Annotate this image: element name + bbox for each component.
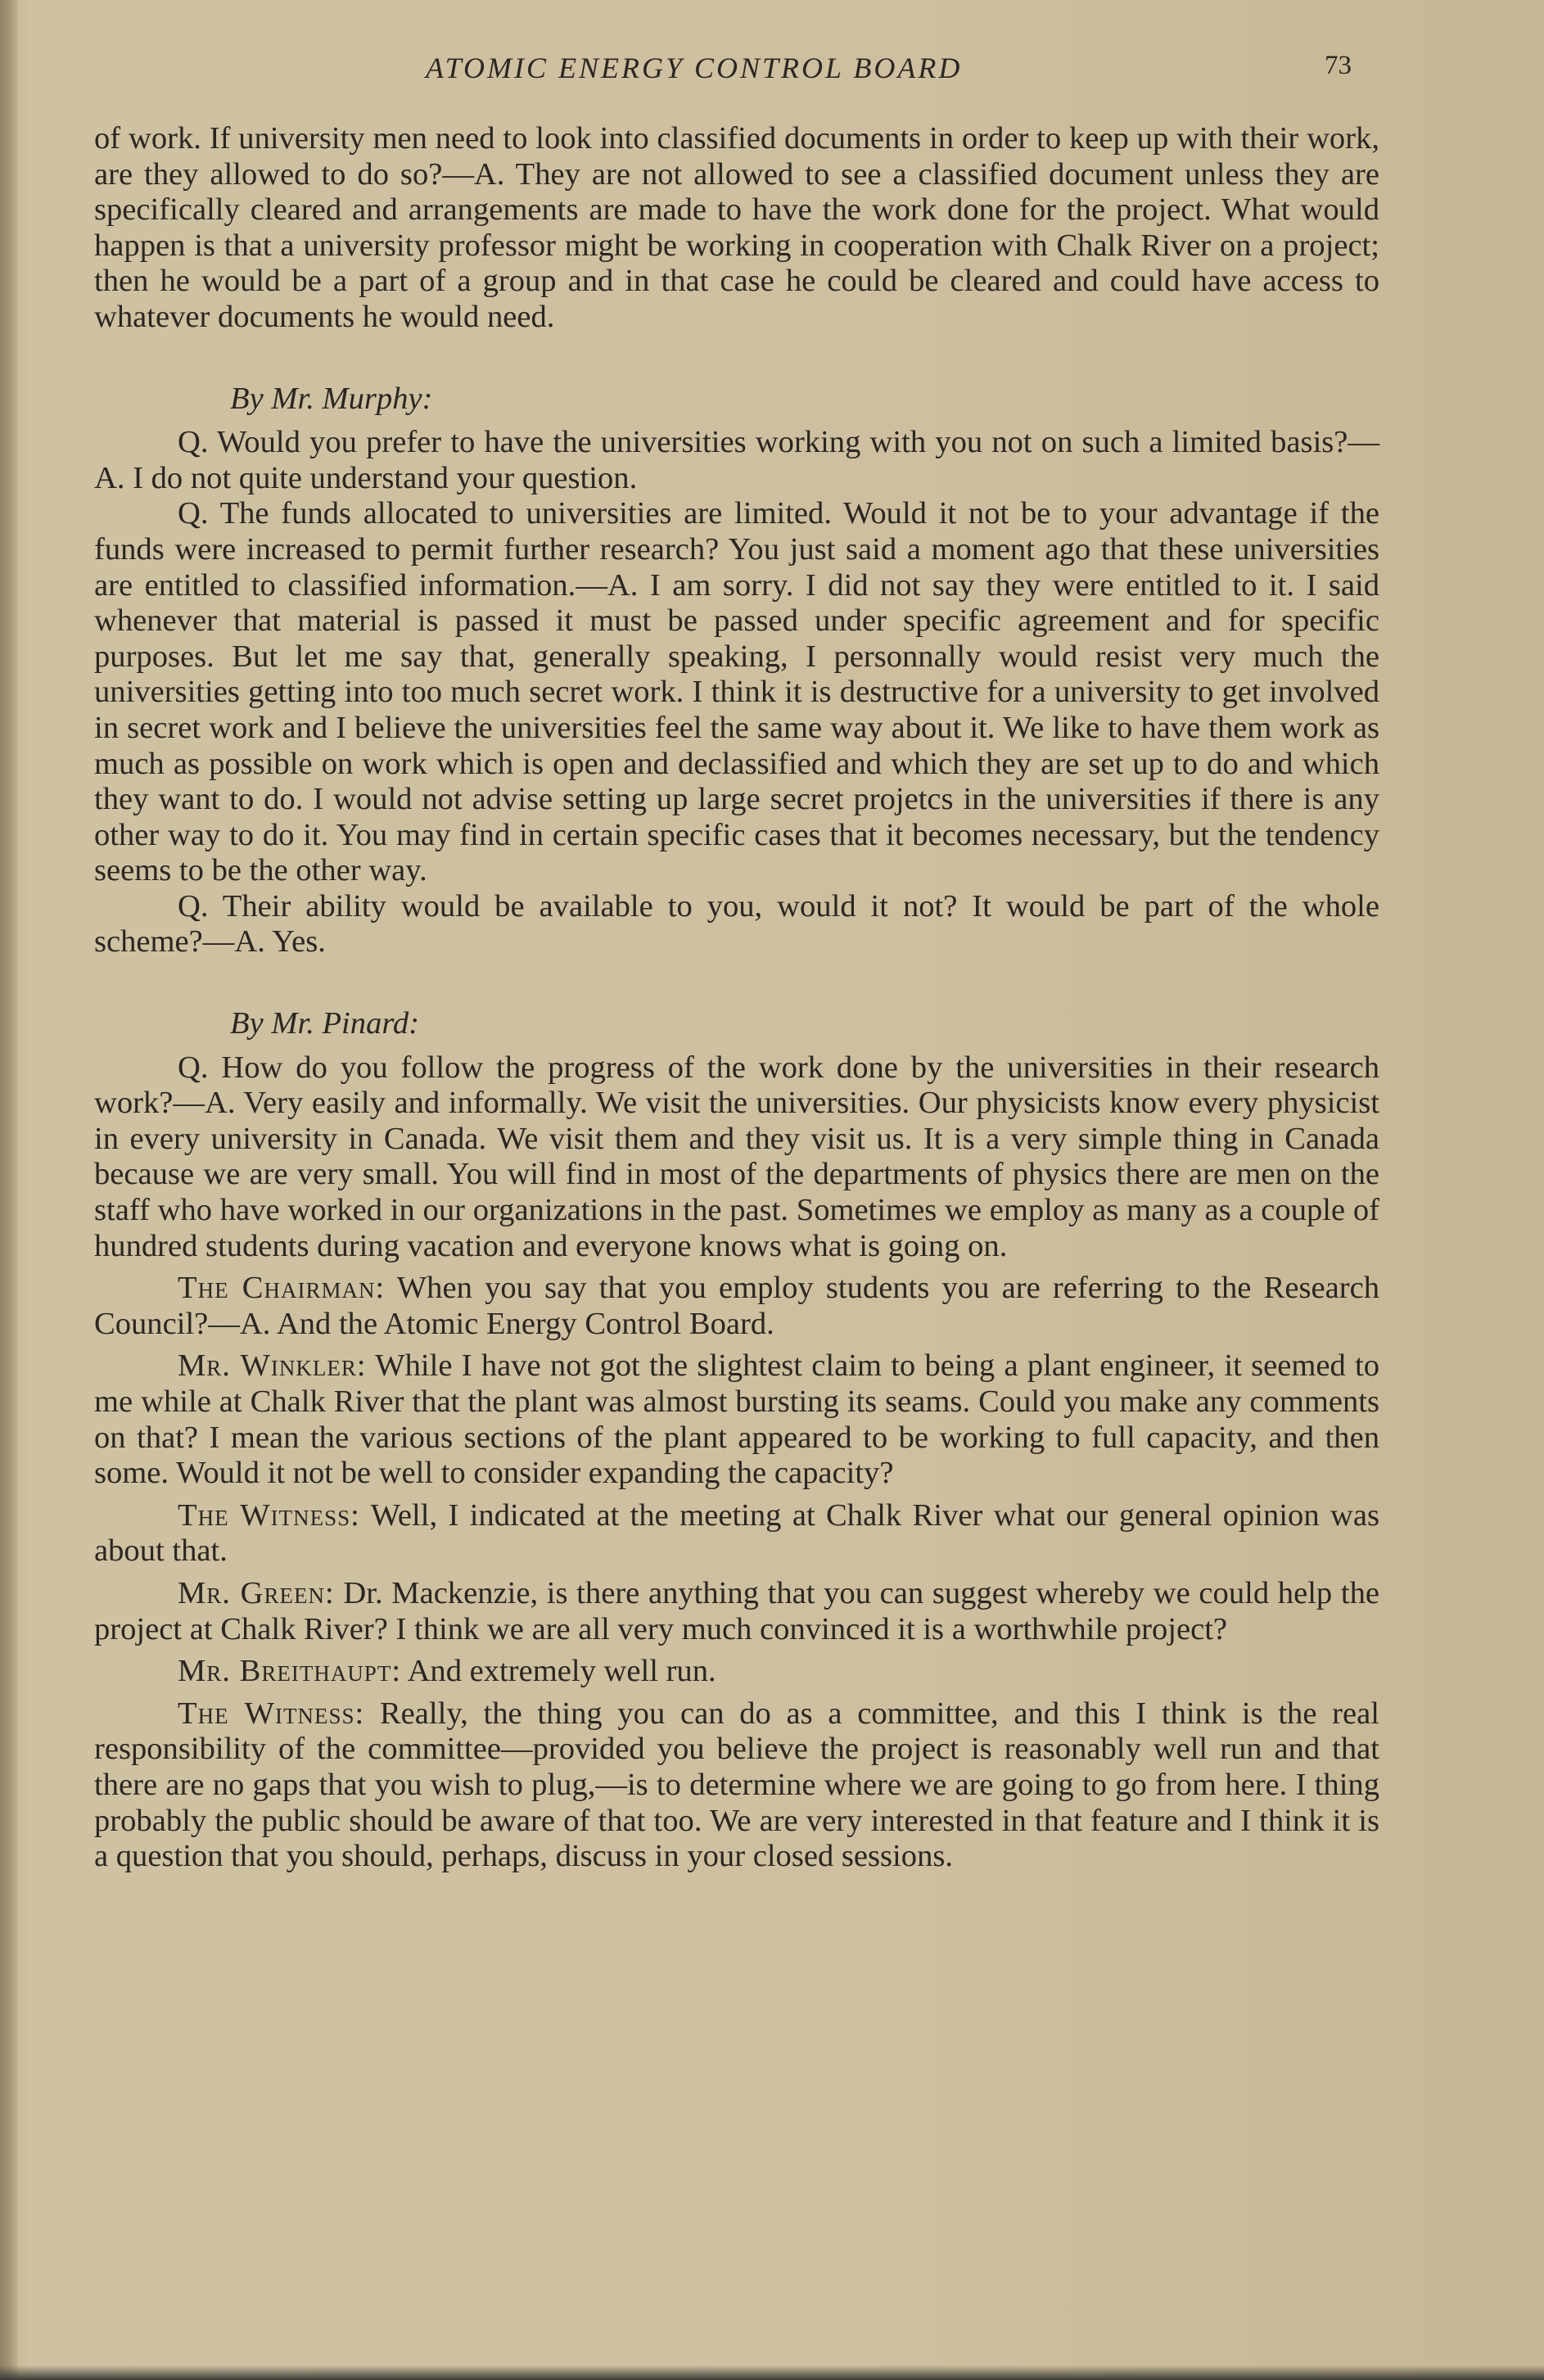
paragraph-continued: of work. If university men need to look into classified documents in order to keep up with their work, are they allowed to do so?—A. They are not allowed to see a classified document unless they are specifically cleared and arrangements are made to have the work done for the project. What would happen is that a university professor might be working in cooperation with Chalk River on a project; then he would be a part of a group and in that case he could be cleared and could have access to whatever documents he would need.	[94, 121, 1379, 334]
speech-breithaupt	[94, 1654, 1379, 1690]
speech-text: When you say that you employ students you are referring to the Research Council?—A. And the Atomic Energy Control Board.	[94, 1271, 1380, 1341]
speech-text: Really, the thing you can do as a committee, and this I think is the real responsibility of the committee—provided you believe the project is reasonably well run and that there are no gaps that you wish to plug,—is to determine where we are going to go from here. I thing probably the public should be aware of that too. We are very interested in that feature and I think it is a question that you should, perhaps, discuss in your closed sessions.	[94, 1696, 1379, 1874]
speech-winkler	[94, 1348, 1379, 1491]
speaker-name: Mr. Green:	[178, 1575, 335, 1610]
page-body	[94, 121, 1379, 1875]
speaker-name: The Witness:	[178, 1696, 365, 1731]
speech-witness-1	[94, 1498, 1379, 1569]
speech-text: And extremely well run.	[407, 1654, 716, 1689]
byline-pinard: By Mr. Pinard:	[230, 1006, 420, 1041]
running-title: ATOMIC ENERGY CONTROL BOARD	[426, 52, 963, 84]
paragraph-question-2: Q. The funds allocated to universities are limited. Would it not be to your advantage if the funds were increased to permit further research? You just said a moment ago that these universities are entitled to classified information.—A. I am sorry. I did not say they were entitled to it. I said whenever that material is passed it must be passed under specific agreement and for specific purposes. But let me say that, generally speaking, I personnally would resist very much the universities getting into too much secret work. I think it is destructive for a university to get involved in secret work and I believe the universities feel the same way about it. We like to have them work as much as possible on work which is open and declassified and which they are set up to do and which they want to do. I would not advise setting up large secret projetcs in the universities if there is any other way to do it. You may find in certain specific cases that it becomes necessary, but the tendency seems to be the other way.	[94, 496, 1379, 888]
running-head	[0, 51, 1544, 92]
speech-text: While I have not got the slightest claim to being a plant engineer, it seemed to me while at Chalk River that the plant was almost bursting its seams. Could you make any comments on that? I mean the various sections of the plant appeared to be working to full capacity, and then some. Would it not be well to consider expanding the capacity?	[94, 1348, 1380, 1491]
speech-text: Well, I indicated at the meeting at Chalk River what our general opinion was about that.	[94, 1497, 1379, 1569]
speaker-name: Mr. Winkler:	[178, 1348, 367, 1384]
speech-text: Dr. Mackenzie, is there anything that you can suggest whereby we could help the project at Chalk River? I think we are all very much convinced it is a worthwhile project?	[94, 1575, 1379, 1646]
page-bottom-edge	[0, 2365, 1544, 2380]
speech-witness-2	[94, 1696, 1379, 1875]
speaker-name: The Witness:	[178, 1497, 360, 1533]
page-number: 73	[1325, 51, 1352, 80]
paragraph-question-4: Q. How do you follow the progress of the work done by the universities in their research work?—A. Very easily and informally. We visit the universities. Our physicists know every physicist in every university in Canada. We visit them and they visit us. It is a very simple thing in Canada because we are very small. You will find in most of the departments of physics there are men on the staff who have worked in our organizations in the past. Sometimes we employ as many as a couple of hundred students during vacation and everyone knows what is going on.	[94, 1050, 1379, 1263]
speech-green	[94, 1576, 1379, 1647]
speaker-name: The Chairman:	[178, 1271, 386, 1306]
paragraph-question-1: Q. Would you prefer to have the universities working with you not on such a limited basis?—A. I do not quite understand your question.	[94, 425, 1379, 495]
page-spine-shadow	[0, 0, 18, 2380]
speaker-name: Mr. Breithaupt:	[178, 1654, 402, 1689]
paragraph-question-3: Q. Their ability would be available to you, would it not? It would be part of the whole scheme?—A. Yes.	[94, 888, 1379, 960]
byline-murphy: By Mr. Murphy:	[230, 381, 433, 416]
speech-chairman	[94, 1271, 1379, 1342]
